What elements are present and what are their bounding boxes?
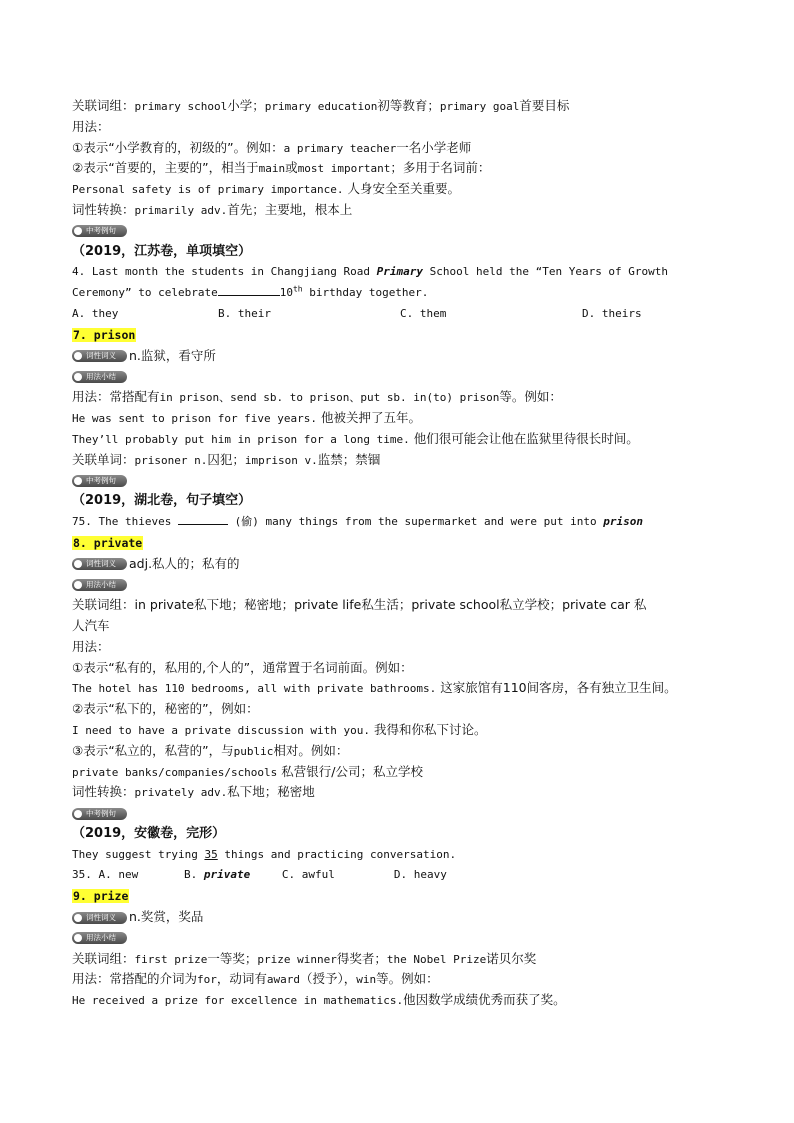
cn-text: 等。例如：	[376, 971, 439, 987]
cn-text: 首先；主要地，根本上	[227, 201, 353, 217]
question-4	[72, 262, 732, 283]
usage-badge-icon: 用法小结	[72, 932, 127, 944]
question-75	[72, 512, 732, 533]
cn-text: 诺贝尔奖	[486, 950, 537, 966]
en-text: private car	[562, 597, 630, 613]
cn-text: 小学；	[227, 98, 265, 113]
exam-badge-icon: 中考例句	[72, 225, 127, 237]
question-35	[72, 845, 732, 866]
usage-1	[72, 138, 732, 159]
source-heading: （2019，湖北卷，句子填空）	[72, 493, 252, 509]
en-text: win	[356, 973, 377, 987]
cn-text: 私下地；秘密地	[227, 784, 315, 800]
en-text: (偷) many things from the supermarket and were put into	[234, 514, 597, 528]
en-text: imprison v.	[244, 453, 318, 467]
cn-text: n.监狱，看守所	[129, 347, 216, 363]
option-b: B. their	[218, 306, 271, 320]
answer-blank	[218, 283, 280, 296]
cn-text: 他被关押了五年。	[321, 409, 422, 425]
en-text: He received a prize for excellence in mathematics.	[72, 994, 404, 1008]
cn-text: ③表示“私立的，私营的”，与	[72, 742, 234, 758]
en-text: award	[266, 973, 301, 987]
exam-badge-row	[72, 221, 732, 242]
en-text: Personal safety is of primary importance.	[72, 183, 344, 197]
cn-text: （授予），	[300, 971, 357, 987]
en-text: first prize	[134, 952, 208, 966]
label: 关联词组：	[72, 950, 135, 966]
pos-definition	[72, 346, 732, 367]
number: 110	[502, 680, 527, 696]
en-text: public	[233, 744, 274, 758]
source-heading: （2019，安徽卷，完形）	[72, 825, 226, 841]
cn-text: adj.私人的；私有的	[129, 555, 240, 571]
en-text: most important	[297, 162, 391, 176]
option-b: private	[203, 868, 251, 882]
related-words	[72, 450, 732, 471]
label: 词性转换：	[72, 784, 135, 800]
word-title: 8. private	[73, 535, 143, 550]
example-line	[72, 762, 732, 783]
option-a: A. they	[72, 306, 119, 320]
cn-text: 初等教育；	[377, 98, 440, 113]
usage-3	[72, 741, 732, 762]
related-phrases-line	[72, 949, 732, 970]
en-text: The hotel has 110 bedrooms, all with private bathrooms.	[72, 682, 437, 696]
word-title: 9. prize	[73, 889, 129, 904]
word-title: 7. prison	[73, 327, 136, 342]
label: 词性转换：	[72, 201, 135, 217]
cn-text: 私营银行/公司；私立学校	[281, 763, 424, 779]
cn-text: 私下地；秘密地；	[194, 597, 295, 613]
example-line	[72, 179, 732, 200]
usage-badge-row	[72, 928, 732, 949]
cn-text: ，动词有	[216, 971, 267, 987]
option-d: D. theirs	[582, 306, 642, 320]
label: 关联词组：	[72, 98, 135, 113]
example-line	[72, 720, 732, 741]
en-text: prisoner n.	[134, 453, 208, 467]
cn-text: 私生活；	[361, 597, 412, 613]
cn-text: ；多用于名词前：	[390, 160, 491, 176]
cn-text: ①表示“小学教育的，初级的”。例如：	[72, 139, 284, 155]
cn-text: 一等奖；	[207, 950, 258, 966]
example-line	[72, 408, 732, 429]
cn-text: 我得和你私下讨论。	[374, 721, 487, 737]
en-text: private banks/companies/schools	[72, 765, 278, 779]
cn-text: 私	[633, 597, 647, 613]
usage-2: ②表示“私下的，秘密的”，例如：	[72, 701, 259, 717]
en-text: He was sent to prison for five years.	[72, 411, 318, 425]
cn-text: 得奖者；	[336, 950, 387, 966]
exam-badge-row	[72, 803, 732, 824]
source-heading: （2019，江苏卷，单项填空）	[72, 243, 252, 259]
example-line	[72, 990, 732, 1011]
related-phrases-line	[72, 595, 732, 616]
prize-usage	[72, 969, 732, 990]
en-text: School held the “Ten Years of Growth	[429, 265, 669, 279]
en-text: 4. Last month the students in Changjiang Road	[72, 265, 371, 279]
example-line	[72, 429, 732, 450]
pos-conversion	[72, 782, 732, 803]
keyword: prison	[603, 514, 643, 528]
pos-definition	[72, 554, 732, 575]
usage-1: ①表示“私有的，私用的,个人的”，通常置于名词前面。例如：	[72, 659, 413, 675]
cn-text: 用法：常搭配的介词为	[72, 971, 198, 987]
en-text: They suggest trying	[72, 847, 198, 861]
en-text: private life	[294, 597, 362, 613]
wrapped-line: 人汽车	[72, 617, 110, 633]
en-text: the Nobel Prize	[386, 952, 487, 966]
en-text: primary goal	[439, 100, 520, 113]
en-text: things and practicing conversation.	[224, 847, 457, 861]
cn-text: 监禁；禁锢	[317, 451, 381, 467]
option-a: 35. A. new	[72, 868, 139, 882]
cn-text: 囚犯；	[207, 451, 245, 467]
cn-text: 一名小学老师	[396, 139, 472, 155]
en-text: a primary teacher	[283, 141, 397, 155]
usage-label: 用法：	[72, 638, 110, 654]
en-text: prize winner	[257, 952, 337, 966]
example-line	[72, 678, 732, 699]
prison-usage	[72, 387, 732, 408]
superscript: th	[292, 284, 303, 294]
pos-badge-icon: 词性词义	[72, 912, 127, 924]
option-d: D. heavy	[393, 868, 447, 882]
question-4-cont	[72, 283, 732, 304]
pos-badge-icon: 词性词义	[72, 558, 127, 570]
en-text: Ceremony” to celebrate	[72, 286, 218, 300]
cn-text: n.奖赏，奖品	[129, 909, 204, 925]
pos-badge-icon: 词性词义	[72, 350, 127, 362]
usage-badge-icon: 用法小结	[72, 579, 127, 591]
cn-text: 相对。例如：	[273, 742, 349, 758]
option-c: C. awful	[281, 868, 335, 882]
document-page	[72, 96, 732, 1011]
en-text: private school	[411, 597, 500, 613]
en-text: privately adv.	[134, 786, 228, 800]
label: 关联单词：	[72, 451, 135, 467]
en-text: I need to have a private discussion with you.	[72, 723, 371, 737]
en-text: 75. The thieves	[72, 514, 172, 528]
en-text: birthday together.	[309, 286, 429, 300]
en-text: in prison、send sb. to prison、put sb. in(to) prison	[159, 391, 500, 405]
en-text: in private	[134, 597, 195, 613]
question-35-options	[72, 865, 732, 886]
cn-text: 私立学校；	[499, 597, 563, 613]
exam-badge-icon: 中考例句	[72, 808, 127, 820]
en-text: primary education	[264, 100, 378, 113]
usage-badge-row	[72, 574, 732, 595]
en-text: main	[258, 162, 286, 176]
cn-text: 间客房，各有独立卫生间。	[526, 680, 677, 696]
usage-badge-row	[72, 366, 732, 387]
cn-text: 或	[285, 160, 298, 176]
word-heading-prize	[72, 886, 732, 907]
related-phrases-line	[72, 96, 732, 117]
usage-badge-icon: 用法小结	[72, 371, 127, 383]
cn-text: 他们很可能会让他在监狱里待很长时间。	[413, 430, 639, 446]
cn-text: 人身安全至关重要。	[347, 181, 461, 197]
exam-badge-row	[72, 470, 732, 491]
cn-text: 用法：常搭配有	[72, 389, 160, 405]
cn-text: ②表示“首要的，主要的”，相当于	[72, 160, 259, 176]
blank-number: 35	[204, 847, 218, 861]
option-c: C. them	[400, 306, 447, 320]
option-b-label: B.	[184, 868, 198, 882]
word-heading-prison	[72, 325, 732, 346]
usage-2	[72, 158, 732, 179]
answer-blank	[178, 512, 228, 525]
cn-text: 他因数学成绩优秀而获了奖。	[403, 992, 566, 1008]
en-text: They’ll probably put him in prison for a long time.	[72, 432, 410, 446]
question-4-options	[72, 304, 732, 325]
pos-conversion	[72, 200, 732, 221]
cn-text: 首要目标	[519, 98, 570, 113]
pos-definition	[72, 907, 732, 928]
en-text: primarily adv.	[134, 203, 228, 217]
label: 关联词组：	[72, 597, 135, 613]
cn-text: 等。例如：	[499, 389, 562, 405]
word-heading-private	[72, 533, 732, 554]
cn-text: 这家旅馆有	[440, 680, 503, 696]
usage-label: 用法：	[72, 118, 110, 134]
exam-badge-icon: 中考例句	[72, 475, 127, 487]
keyword: Primary	[376, 265, 423, 279]
en-text: 10	[279, 286, 293, 300]
en-text: for	[197, 973, 217, 987]
en-text: primary school	[134, 100, 228, 113]
